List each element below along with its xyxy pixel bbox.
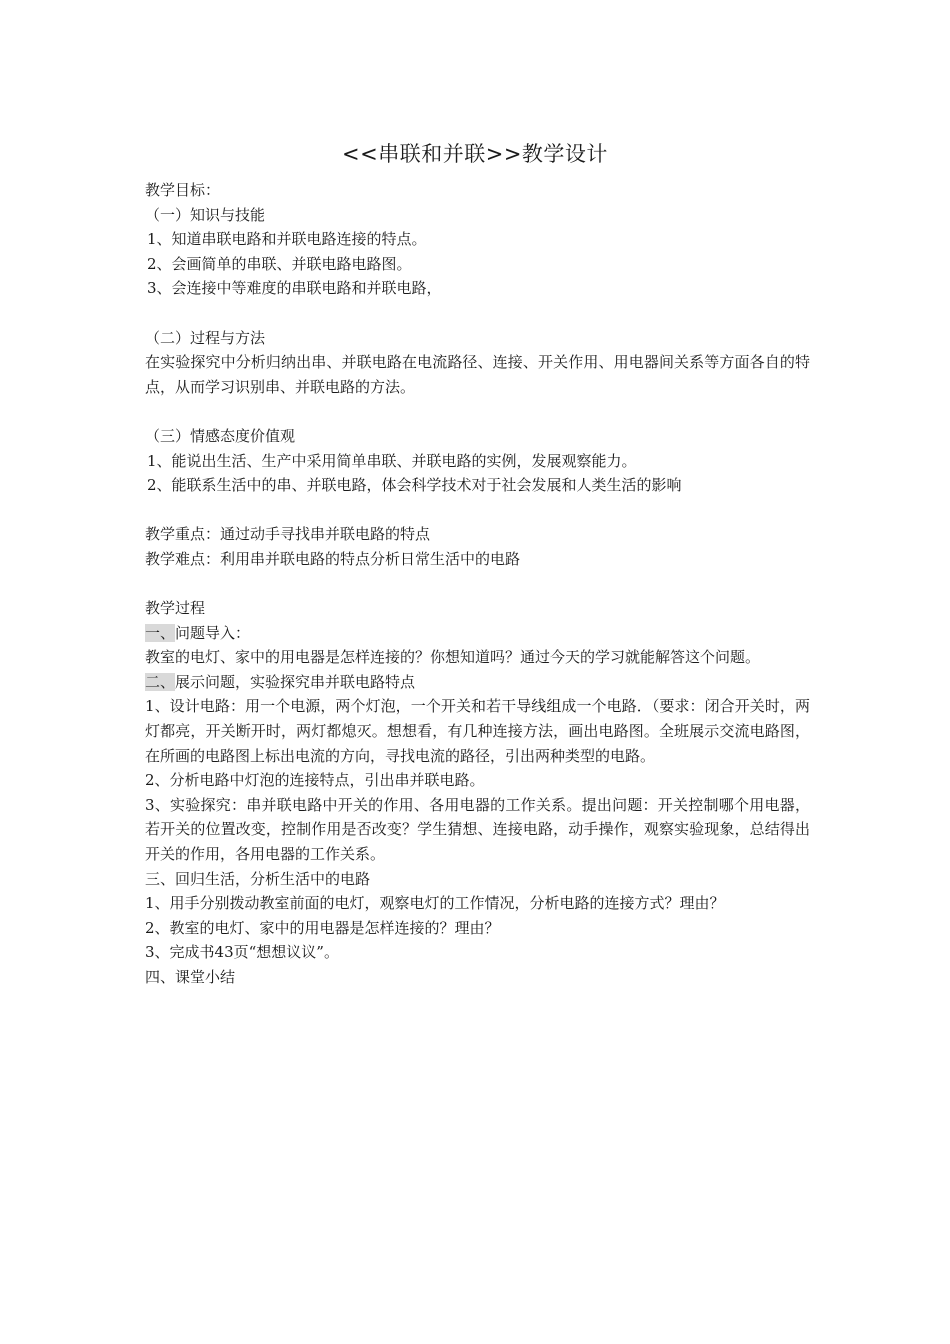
process-method-text: 在实验探究中分析归纳出串、并联电路在电流路径、连接、开关作用、用电器间关系等方面各自的特点，从而学习识别串、并联电路的方法。 — [145, 353, 810, 396]
part3-item-1: 1、用手分别拨动教室前面的电灯，观察电灯的工作情况，分析电路的连接方式？理由？ — [145, 894, 725, 913]
part2-item-2: 2、分析电路中灯泡的连接特点，引出串并联电路。 — [145, 771, 485, 790]
objectives-heading: 教学目标： — [145, 181, 221, 199]
part3-heading: 三、回归生活，分析生活中的电路 — [145, 869, 371, 888]
part2-item-3: 3、实验探究：串并联电路中开关的作用、各用电器的工作关系。提出问题：开关控制哪个用电器，若开关的位置改变，控制作用是否改变？学生猜想、连接电路，动手操作，观察实验现象，总结得出开关的作用，各用电器的工作关系。 — [145, 795, 810, 864]
spacer — [145, 301, 810, 326]
part1-text: 教室的电灯、家中的用电器是怎样连接的？你想知道吗？通过今天的学习就能解答这个问题。 — [145, 648, 761, 667]
knowledge-item-3: 3、会连接中等难度的串联电路和并联电路， — [147, 279, 442, 298]
process-heading: 教学过程 — [145, 599, 206, 618]
attitude-item-1: 1、能说出生活、生产中采用简单串联、并联电路的实例，发展观察能力。 — [147, 451, 637, 470]
part1-marker: 一、 — [145, 623, 176, 642]
part2-marker: 二、 — [145, 672, 176, 691]
part3-item-2: 2、教室的电灯、家中的用电器是怎样连接的？理由？ — [145, 918, 500, 937]
part3-item-3: 3、完成书43页“想想议议”。 — [145, 943, 339, 962]
part4-heading: 四、课堂小结 — [145, 968, 236, 986]
part2-heading: 展示问题，实验探究串并联电路特点 — [175, 672, 416, 691]
key-point: 教学重点：通过动手寻找串并联电路的特点 — [145, 525, 431, 544]
document-title: <<串联和并联>>教学设计 — [342, 142, 608, 166]
document-body — [145, 178, 810, 990]
section-attitude-heading: （三）情感态度价值观 — [145, 426, 296, 445]
difficult-point: 教学难点：利用串并联电路的特点分析日常生活中的电路 — [145, 549, 521, 568]
section-process-method-heading: （二）过程与方法 — [145, 328, 266, 347]
attitude-item-2: 2、能联系生活中的串、并联电路，体会科学技术对于社会发展和人类生活的影响 — [147, 476, 682, 495]
spacer — [145, 399, 810, 424]
knowledge-item-2: 2、会画简单的串联、并联电路电路图。 — [147, 254, 412, 273]
spacer — [145, 572, 810, 597]
section-knowledge-heading: （一）知识与技能 — [145, 205, 266, 224]
part2-heading-line — [145, 670, 810, 695]
part2-item-1: 1、设计电路：用一个电源，两个灯泡，一个开关和若干导线组成一个电路．（要求：闭合开关时，两灯都亮，开关断开时，两灯都熄灭。想想看，有几种连接方法，画出电路图。全班展示交流电路图，在所画的电路图上标出电流的方向，寻找电流的路径，引出两种类型的电路。 — [145, 697, 810, 765]
part1-heading-line — [145, 621, 810, 646]
part1-heading: 问题导入： — [175, 623, 251, 642]
spacer — [145, 498, 810, 523]
knowledge-item-1: 1、知道串联电路和并联电路连接的特点。 — [147, 230, 427, 249]
